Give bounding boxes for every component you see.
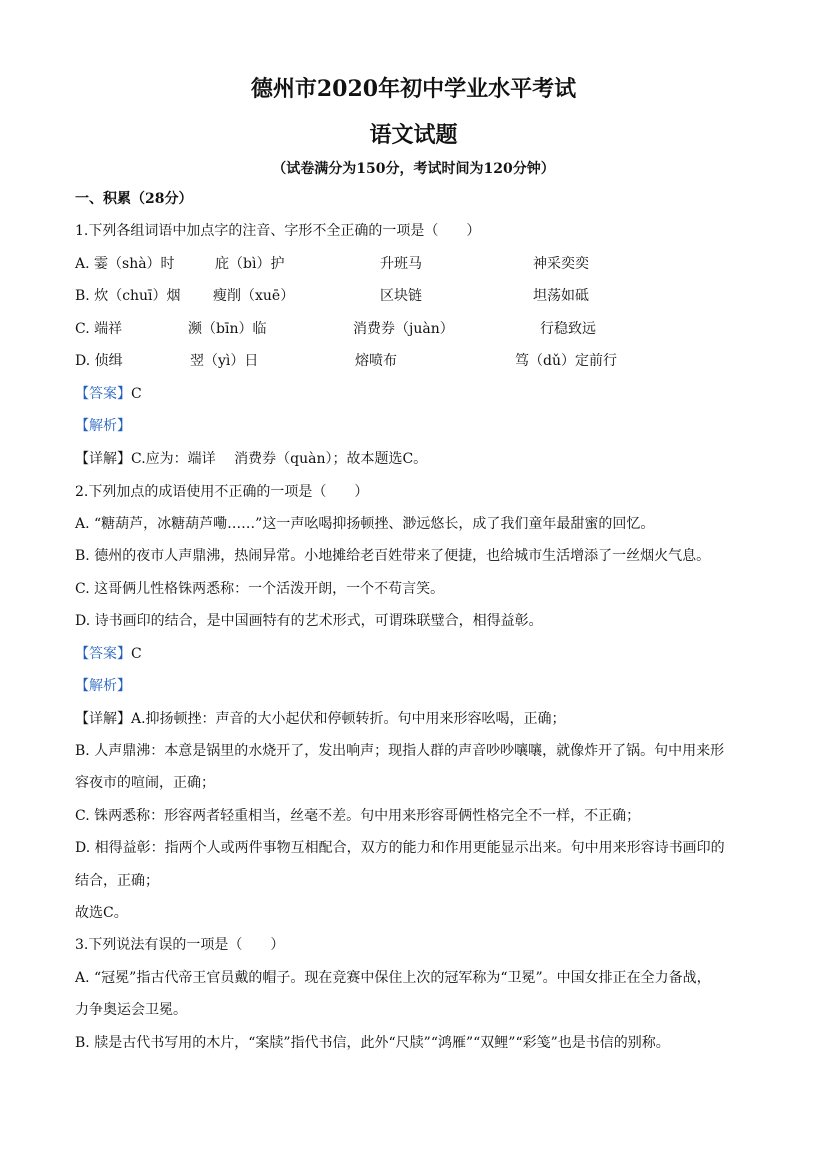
q2-detail-2: B. 人声鼎沸：本意是锅里的水烧开了，发出响声；现指人群的声音吵吵嚷嚷，就像炸开了锅。句中用来形 bbox=[75, 743, 725, 759]
detail-tag: 【详解】 bbox=[75, 451, 131, 467]
q1-analysis-tag: 【解析】 bbox=[75, 418, 131, 434]
q3-line-2: 力争奥运会卫冕。 bbox=[75, 1002, 187, 1018]
answer-tag: 【答案】 bbox=[75, 386, 131, 402]
exam-subtitle: 语文试题 bbox=[369, 122, 458, 148]
q1-option-b-1: B. 炊（chuī）烟 bbox=[75, 288, 181, 304]
q1-option-a-2: 庇（bì）护 bbox=[215, 256, 285, 272]
q1-option-d-4: 笃（dǔ）定前行 bbox=[515, 353, 617, 369]
q1-option-b-3: 区块链 bbox=[380, 288, 422, 304]
q1-option-a-3: 升班马 bbox=[380, 256, 422, 272]
section-heading: 一、积累（28分） bbox=[75, 191, 193, 207]
q1-option-c-2: 濒（bīn）临 bbox=[188, 321, 267, 337]
q2-option-d: D. 诗书画印的结合，是中国画特有的艺术形式，可谓珠联璧合，相得益彰。 bbox=[75, 613, 543, 629]
detail-text: A.抑扬顿挫：声音的大小起伏和停顿转折。句中用来形容吆喝，正确； bbox=[131, 711, 566, 727]
q1-option-a-1: A. 霎（shà）时 bbox=[75, 256, 175, 272]
q1-stem: 1.下列各组词语中加点字的注音、字形不全正确的一项是（ ） bbox=[75, 223, 481, 239]
q2-detail-3: 容夜市的喧闹，正确； bbox=[75, 775, 215, 791]
answer-tag: 【答案】 bbox=[75, 646, 131, 662]
q2-option-c: C. 这哥俩儿性格铢两悉称：一个活泼开朗，一个不苟言笑。 bbox=[75, 581, 445, 597]
q2-stem: 2.下列加点的成语使用不正确的一项是（ ） bbox=[75, 484, 369, 500]
q1-option-b-4: 坦荡如砥 bbox=[533, 288, 589, 304]
q1-answer bbox=[75, 385, 142, 403]
q1-option-b-2: 瘦削（xuē） bbox=[213, 288, 295, 304]
q1-option-c-1: C. 端祥 bbox=[75, 321, 123, 337]
q1-option-a-4: 神采奕奕 bbox=[533, 256, 589, 272]
exam-note: （试卷满分为150分，考试时间为120分钟） bbox=[272, 161, 555, 177]
answer-value: C bbox=[131, 646, 142, 662]
q2-option-a: A. “糖葫芦，冰糖葫芦嘞……”这一声吆喝抑扬顿挫、渺远悠长，成了我们童年最甜蜜的回忆。 bbox=[75, 516, 655, 532]
q3-line-3: B. 牍是古代书写用的木片，“案牍”指代书信，此外“尺牍”“鸿雁”“双鲤”“彩笺”也是书信的别称。 bbox=[75, 1035, 670, 1051]
q2-detail-7: 故选C。 bbox=[75, 905, 128, 921]
q2-detail-5: D. 相得益彰：指两个人或两件事物互相配合，双方的能力和作用更能显示出来。句中用来形容诗书画印的 bbox=[75, 840, 725, 856]
q1-option-c-3: 消费券（juàn） bbox=[353, 321, 454, 337]
exam-title: 德州市2020年初中学业水平考试 bbox=[250, 76, 577, 102]
detail-text: C.应为：端详 消费券（quàn）；故本题选C。 bbox=[131, 451, 428, 467]
q1-option-d-2: 翌（yì）日 bbox=[190, 353, 259, 369]
q2-answer bbox=[75, 645, 142, 663]
q2-detail-1 bbox=[75, 710, 566, 728]
q1-option-d-3: 熔喷布 bbox=[355, 353, 397, 369]
q3-stem: 3.下列说法有误的一项是（ ） bbox=[75, 937, 285, 953]
q2-analysis-tag: 【解析】 bbox=[75, 678, 131, 694]
detail-tag: 【详解】 bbox=[75, 711, 131, 727]
answer-value: C bbox=[131, 386, 142, 402]
q2-detail-6: 结合，正确； bbox=[75, 873, 159, 889]
q2-option-b: B. 德州的夜市人声鼎沸，热闹异常。小地摊给老百姓带来了便捷，也给城市生活增添了一丝烟火气息。 bbox=[75, 548, 711, 564]
q1-detail bbox=[75, 450, 427, 468]
q1-option-d-1: D. 侦缉 bbox=[75, 353, 123, 369]
q2-detail-4: C. 铢两悉称：形容两者轻重相当，丝毫不差。句中用来形容哥俩性格完全不一样，不正确； bbox=[75, 808, 641, 824]
q3-line-1: A. “冠冕”指古代帝王官员戴的帽子。现在竞赛中保住上次的冠军称为“卫冕”。中国女排正在全力备战， bbox=[75, 970, 711, 986]
q1-option-c-4: 行稳致远 bbox=[540, 321, 596, 337]
